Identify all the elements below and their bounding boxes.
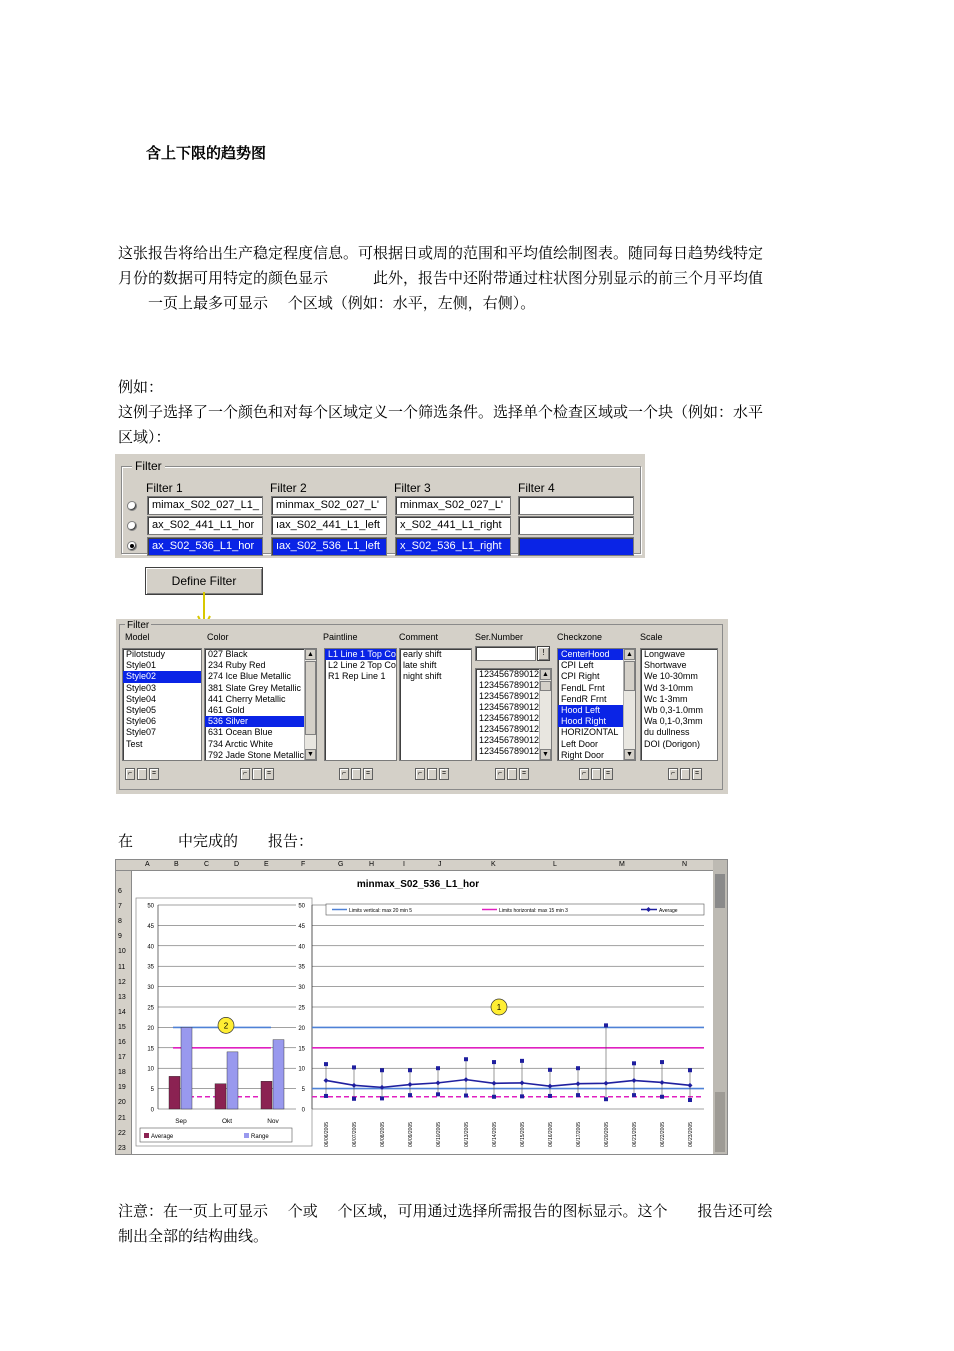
report-label-text: 在 中完成的 报告： — [118, 832, 314, 850]
list-item[interactable]: CPI Right — [561, 671, 600, 682]
annotation-label: 2 — [223, 1021, 229, 1031]
filter-selection-panel — [115, 454, 645, 558]
legend-label: Range — [251, 1134, 269, 1140]
list-item[interactable]: 792 Jade Stone Metallic — [208, 749, 304, 760]
list-item-selected[interactable]: Style02 — [123, 671, 201, 682]
sernumber-listbox[interactable] — [475, 668, 552, 761]
section-heading: 含上下限的趋势图 — [146, 144, 267, 162]
list-item[interactable]: 123456789012 — [479, 702, 539, 712]
min-point — [604, 1097, 608, 1101]
average-point — [604, 1081, 609, 1086]
column-header: K — [491, 861, 496, 868]
select-none-icon[interactable] — [591, 768, 601, 780]
y-tick-label: 30 — [147, 985, 154, 992]
x-tick-label: Nov — [267, 1118, 279, 1125]
list-item[interactable]: Wa 0,1-0,3mm — [644, 716, 703, 727]
filter-cell[interactable] — [518, 516, 634, 535]
row-header: 16 — [118, 1039, 126, 1046]
color-header: Color — [207, 632, 229, 642]
select-all-icon[interactable]: ⌐ — [125, 768, 135, 780]
scale-select-buttons[interactable] — [668, 768, 704, 780]
legend-swatch — [244, 1133, 249, 1138]
checkzone-header: Checkzone — [557, 632, 603, 642]
report-chart-canvas — [116, 860, 728, 1155]
list-item[interactable]: late shift — [403, 660, 437, 671]
x-tick-label: 06/21/2005 — [632, 1121, 638, 1147]
y-tick-label: 25 — [147, 1005, 154, 1012]
select-none-icon[interactable] — [507, 768, 517, 780]
bar — [215, 1084, 226, 1109]
list-item[interactable]: Wb 0,3-1.0mm — [644, 705, 704, 716]
sernumber-header: Ser.Number — [475, 632, 524, 642]
min-point — [352, 1097, 356, 1101]
min-point — [548, 1094, 552, 1098]
checkzone-scrollbar[interactable] — [623, 649, 635, 760]
row-header: 13 — [118, 993, 126, 1001]
y-tick-label: 45 — [147, 923, 154, 930]
list-item[interactable]: Style07 — [126, 727, 157, 738]
y-tick-label: 50 — [298, 903, 305, 910]
scroll-thumb[interactable] — [305, 661, 316, 735]
sernumber-scrollbar[interactable] — [539, 669, 551, 760]
list-item[interactable]: 234 Ruby Red — [208, 660, 266, 671]
column-header: G — [338, 861, 344, 868]
row-header: 19 — [118, 1084, 126, 1092]
legend-label: Limits horizontal: max 15 min 3 — [499, 908, 568, 914]
excel-report-sheet — [115, 859, 728, 1155]
filter-cell[interactable]: minmax_S02_027_L' — [271, 496, 387, 515]
select-all-icon[interactable]: ⌐ — [495, 768, 505, 780]
max-point — [632, 1061, 636, 1065]
x-tick-label: 06/23/2005 — [688, 1121, 694, 1147]
x-tick-label: 06/06/2005 — [324, 1121, 330, 1147]
row-header: 22 — [118, 1129, 126, 1137]
select-none-icon[interactable] — [252, 768, 262, 780]
x-tick-label: 06/08/2005 — [380, 1121, 386, 1147]
x-tick-label: 06/09/2005 — [408, 1121, 414, 1147]
list-item-selected[interactable]: CenterHood — [558, 649, 623, 660]
y-tick-label: 15 — [298, 1046, 305, 1053]
x-tick-label: 06/07/2005 — [352, 1121, 358, 1147]
list-item[interactable]: L2 Line 2 Top Co — [328, 660, 396, 671]
intro-line-3: 一页上最多可显示 个区域（例如：水平，左侧，右侧）。 — [118, 294, 536, 312]
min-point — [436, 1092, 440, 1096]
list-item-selected[interactable]: Hood Right — [558, 716, 623, 727]
list-item[interactable]: 123456789012 — [479, 680, 539, 690]
x-tick-label: 06/20/2005 — [604, 1121, 610, 1147]
list-item[interactable]: 734 Arctic White — [208, 738, 274, 749]
select-none-icon[interactable] — [137, 768, 147, 780]
select-invert-icon[interactable]: = — [603, 768, 613, 780]
list-item[interactable]: Pilotstudy — [126, 649, 166, 659]
scroll-up-icon[interactable]: ▲ — [305, 649, 316, 660]
y-tick-label: 40 — [147, 944, 154, 951]
intro-line-1: 这张报告将给出生产稳定程度信息。可根据日或周的范围和平均值绘制图表。随同每日趋势线特定 — [118, 244, 764, 262]
paintline-listbox[interactable] — [324, 648, 397, 761]
average-point — [520, 1080, 525, 1085]
average-point — [324, 1078, 329, 1083]
bar — [227, 1052, 238, 1109]
select-none-icon[interactable] — [680, 768, 690, 780]
column-header: L — [553, 861, 557, 868]
list-item[interactable]: Left Door — [561, 738, 599, 749]
list-item[interactable]: Test — [126, 738, 143, 749]
bar — [181, 1027, 192, 1109]
scale-header: Scale — [640, 632, 663, 642]
average-point — [352, 1083, 357, 1088]
y-tick-label: 50 — [147, 903, 154, 910]
list-item[interactable]: Shortwave — [644, 660, 687, 671]
list-item[interactable]: Longwave — [644, 649, 686, 659]
comment-select-buttons[interactable] — [415, 768, 451, 780]
list-item[interactable]: 123456789012 — [479, 724, 539, 734]
list-item[interactable]: du dullness — [644, 727, 690, 738]
max-point — [492, 1060, 496, 1064]
list-item[interactable]: early shift — [403, 649, 442, 659]
row-header: 17 — [118, 1054, 126, 1062]
legend-label: Average — [659, 908, 678, 914]
x-tick-label: 06/15/2005 — [520, 1121, 526, 1147]
max-point — [688, 1068, 692, 1072]
row-header: 6 — [118, 888, 122, 895]
annotation-label: 1 — [496, 1003, 502, 1012]
scroll-up-icon[interactable]: ▲ — [624, 649, 635, 660]
filter-cell-selected[interactable]: x_S02_536_L1_right — [395, 537, 511, 556]
list-item[interactable]: 123456789012 — [479, 669, 539, 679]
scroll-up-icon[interactable]: ▲ — [540, 669, 551, 680]
x-tick-label: 06/10/2005 — [436, 1121, 442, 1147]
min-point — [492, 1095, 496, 1099]
x-tick-label: Okt — [221, 1118, 233, 1125]
list-item[interactable]: R1 Rep Line 1 — [328, 671, 386, 682]
filter-cell-selected[interactable]: ax_S02_536_L1_hor — [147, 537, 263, 556]
y-tick-label: 20 — [147, 1025, 154, 1032]
select-invert-icon[interactable]: = — [149, 768, 159, 780]
example-line-2: 区域）： — [118, 428, 171, 446]
column-header: F — [301, 861, 306, 868]
list-item[interactable]: Wc 1-3mm — [644, 693, 688, 704]
min-point — [464, 1094, 468, 1098]
paintline-select-buttons[interactable] — [339, 768, 375, 780]
select-all-icon[interactable]: ⌐ — [579, 768, 589, 780]
max-point — [604, 1023, 608, 1027]
list-item[interactable]: HORIZONTAL — [561, 727, 619, 738]
min-point — [632, 1093, 636, 1097]
select-invert-icon[interactable]: = — [439, 768, 449, 780]
scroll-down-icon[interactable]: ▼ — [624, 749, 635, 760]
row-header: 15 — [118, 1023, 126, 1031]
select-all-icon[interactable]: ⌐ — [339, 768, 349, 780]
average-point — [688, 1083, 693, 1088]
select-invert-icon[interactable]: = — [519, 768, 529, 780]
y-tick-label: 40 — [298, 944, 305, 951]
average-point — [632, 1078, 637, 1083]
row-header: 7 — [118, 903, 122, 911]
list-item[interactable]: CPI Left — [561, 660, 594, 671]
y-tick-label: 5 — [150, 1087, 154, 1094]
list-item[interactable]: FendR Frnt — [561, 693, 607, 704]
y-tick-label: 35 — [147, 964, 154, 971]
comment-header: Comment — [399, 632, 439, 642]
row-header-bar — [116, 871, 132, 1154]
row-header: 9 — [118, 933, 122, 941]
x-tick-label: 06/17/2005 — [576, 1121, 582, 1147]
row-header: 20 — [118, 1099, 126, 1107]
legend-label: Average — [151, 1134, 174, 1140]
column-header: M — [619, 861, 625, 868]
x-tick-label: 06/13/2005 — [464, 1121, 470, 1147]
column-header: B — [174, 861, 179, 868]
filter-cell-selected[interactable]: ıax_S02_536_L1_left — [271, 537, 387, 556]
min-point — [576, 1093, 580, 1097]
y-tick-label: 25 — [298, 1005, 305, 1012]
list-item[interactable]: Wd 3-10mm — [644, 682, 694, 693]
intro-line-2: 月份的数据可用特定的颜色显示 此外，报告中还附带通过柱状图分别显示的前三个月平均值 — [118, 269, 764, 287]
max-point — [520, 1059, 524, 1063]
list-item[interactable]: DOI (Dorigon) — [644, 738, 701, 749]
y-tick-label: 45 — [298, 923, 305, 930]
max-point — [660, 1060, 664, 1064]
max-point — [380, 1068, 384, 1072]
intro-paragraph — [118, 241, 840, 316]
example-paragraph — [118, 375, 840, 450]
row-header: 10 — [118, 948, 126, 956]
sheet-vertical-scrollbar[interactable] — [713, 860, 727, 1154]
report-label — [118, 829, 840, 854]
x-tick-label: Sep — [175, 1118, 187, 1125]
x-tick-label: 06/22/2005 — [660, 1121, 666, 1147]
list-item[interactable]: 631 Ocean Blue — [208, 727, 273, 738]
column-header: A — [145, 861, 150, 868]
select-all-icon[interactable]: ⌐ — [668, 768, 678, 780]
model-listbox[interactable] — [122, 648, 202, 761]
row-header: 8 — [118, 918, 122, 926]
filter-cell[interactable]: minmax_S02_027_L' — [395, 496, 511, 515]
min-point — [380, 1096, 384, 1100]
column-header-bar — [116, 860, 713, 871]
min-point — [408, 1093, 412, 1097]
min-point — [660, 1095, 664, 1099]
row-header: 11 — [118, 963, 126, 971]
select-invert-icon[interactable]: = — [264, 768, 274, 780]
max-point — [436, 1066, 440, 1070]
average-point — [576, 1081, 581, 1086]
y-tick-label: 20 — [298, 1025, 305, 1032]
color-listbox[interactable] — [204, 648, 317, 761]
y-tick-label: 0 — [301, 1107, 305, 1114]
checkzone-select-buttons[interactable] — [579, 768, 615, 780]
y-tick-label: 10 — [298, 1066, 305, 1073]
sernumber-search-button[interactable]: ! — [537, 646, 550, 661]
column-header: D — [234, 861, 240, 868]
y-tick-label: 15 — [147, 1046, 154, 1053]
model-header: Model — [125, 632, 150, 642]
column-header: I — [403, 861, 405, 868]
checkzone-listbox[interactable] — [557, 648, 636, 761]
max-point — [464, 1057, 468, 1061]
bar — [261, 1081, 272, 1109]
average-point — [464, 1077, 469, 1082]
filter-column-2: Filter 2 — [270, 481, 307, 495]
filter-cell[interactable]: mimax_S02_027_L1_ — [147, 496, 263, 515]
max-point — [548, 1068, 552, 1072]
list-item[interactable]: 123456789012 — [479, 746, 539, 756]
y-tick-label: 30 — [298, 985, 305, 992]
list-item[interactable]: 461 Gold — [208, 705, 245, 716]
scroll-down-icon[interactable]: ▼ — [305, 749, 316, 760]
example-line-1: 这例子选择了一个颜色和对每个区域定义一个筛选条件。选择单个检查区域或一个块（例如：水平 — [118, 403, 764, 421]
filter-cell[interactable]: ıax_S02_441_L1_left — [271, 516, 387, 535]
row-header: 21 — [118, 1114, 126, 1122]
list-item[interactable]: FendL Frnt — [561, 682, 605, 693]
x-tick-label: 06/14/2005 — [492, 1121, 498, 1147]
y-tick-label: 10 — [147, 1066, 154, 1073]
list-item[interactable]: 027 Black — [208, 649, 248, 659]
y-tick-label: 35 — [298, 964, 305, 971]
list-item-selected[interactable]: Hood Left — [558, 705, 623, 716]
bar — [273, 1040, 284, 1109]
model-select-buttons[interactable] — [125, 768, 161, 780]
list-item[interactable]: Style05 — [126, 705, 157, 716]
note-line-1: 注意：在一页上可显示 个或 个区域，可用通过选择所需报告的图标显示。这个 报告还可绘 — [118, 1202, 773, 1220]
list-item[interactable]: Style04 — [126, 693, 157, 704]
paintline-header: Paintline — [323, 632, 358, 642]
max-point — [576, 1066, 580, 1070]
filter-row-3-radio[interactable] — [127, 541, 137, 551]
list-item[interactable]: 441 Cherry Metallic — [208, 693, 286, 704]
column-header: N — [682, 861, 688, 868]
filter-row-1-radio[interactable] — [127, 501, 137, 511]
filter-cell[interactable]: ax_S02_441_L1_hor — [147, 516, 263, 535]
list-item[interactable]: Style03 — [126, 682, 157, 693]
note-line-2: 制出全部的结构曲线。 — [118, 1227, 269, 1245]
filter-cell[interactable]: x_S02_441_L1_right — [395, 516, 511, 535]
list-item-selected[interactable]: 536 Silver — [205, 716, 304, 727]
define-filter-group-title: Filter — [127, 620, 150, 631]
list-item[interactable]: Style01 — [126, 660, 157, 671]
filter-row-2-radio[interactable] — [127, 521, 137, 531]
legend-label: Limits vertical: max 20 min 5 — [349, 908, 413, 914]
max-point — [408, 1068, 412, 1072]
comment-listbox[interactable] — [399, 648, 472, 761]
list-item[interactable]: We 10-30mm — [644, 671, 698, 682]
average-point — [408, 1082, 413, 1087]
select-invert-icon[interactable]: = — [692, 768, 702, 780]
sernumber-select-buttons[interactable] — [495, 768, 531, 780]
y-tick-label: 0 — [150, 1107, 154, 1114]
select-all-icon[interactable]: ⌐ — [240, 768, 250, 780]
scroll-down-icon[interactable]: ▼ — [540, 749, 551, 760]
filter-cell[interactable] — [518, 496, 634, 515]
y-tick-label: 5 — [301, 1087, 305, 1094]
legend-swatch — [144, 1133, 149, 1138]
list-item[interactable]: 123456789012 — [479, 691, 539, 701]
column-header: J — [438, 861, 442, 868]
max-point — [352, 1065, 356, 1069]
list-item[interactable]: Style06 — [126, 716, 157, 727]
filter-cell-selected[interactable] — [518, 537, 634, 556]
filter-column-1: Filter 1 — [146, 481, 183, 495]
filter-column-3: Filter 3 — [394, 481, 431, 495]
list-item[interactable]: Right Door — [561, 749, 605, 760]
average-point — [492, 1081, 497, 1086]
list-item[interactable]: 123456789012 — [479, 713, 539, 723]
list-item[interactable]: 274 Ice Blue Metallic — [208, 671, 292, 682]
define-filter-panel — [116, 619, 728, 794]
scroll-thumb[interactable] — [624, 661, 635, 691]
scroll-track[interactable] — [715, 1092, 725, 1152]
min-point — [324, 1094, 328, 1098]
row-header: 18 — [118, 1069, 126, 1077]
scroll-thumb[interactable] — [715, 874, 725, 908]
note-paragraph — [118, 1199, 840, 1249]
max-point — [324, 1062, 328, 1066]
min-point — [688, 1098, 692, 1102]
filter-group-title: Filter — [132, 459, 165, 473]
column-header: H — [369, 861, 375, 868]
column-header: C — [204, 861, 210, 868]
select-none-icon[interactable] — [351, 768, 361, 780]
x-tick-label: 06/16/2005 — [548, 1121, 554, 1147]
color-select-buttons[interactable] — [240, 768, 276, 780]
average-point — [660, 1080, 665, 1085]
list-item[interactable]: 123456789012 — [479, 735, 539, 745]
scroll-thumb[interactable] — [540, 681, 551, 691]
sernumber-search-input[interactable] — [475, 646, 536, 661]
select-all-icon[interactable]: ⌐ — [415, 768, 425, 780]
select-none-icon[interactable] — [427, 768, 437, 780]
example-label: 例如： — [118, 378, 164, 396]
list-item-selected[interactable]: L1 Line 1 Top Co — [325, 649, 396, 660]
color-scrollbar[interactable] — [304, 649, 316, 760]
list-item[interactable]: night shift — [403, 671, 442, 682]
row-header: 23 — [118, 1144, 126, 1152]
scale-listbox[interactable] — [640, 648, 718, 761]
average-point — [436, 1080, 441, 1085]
select-invert-icon[interactable]: = — [363, 768, 373, 780]
row-header: 12 — [118, 978, 126, 986]
chart-title: minmax_S02_536_L1_hor — [356, 879, 480, 890]
column-header: E — [264, 861, 269, 868]
list-item[interactable]: 381 Slate Grey Metallic — [208, 682, 302, 693]
define-filter-button[interactable]: Define Filter — [145, 567, 263, 595]
min-point — [520, 1094, 524, 1098]
filter-column-4: Filter 4 — [518, 481, 555, 495]
bar — [169, 1076, 180, 1109]
row-header: 14 — [118, 1008, 126, 1016]
